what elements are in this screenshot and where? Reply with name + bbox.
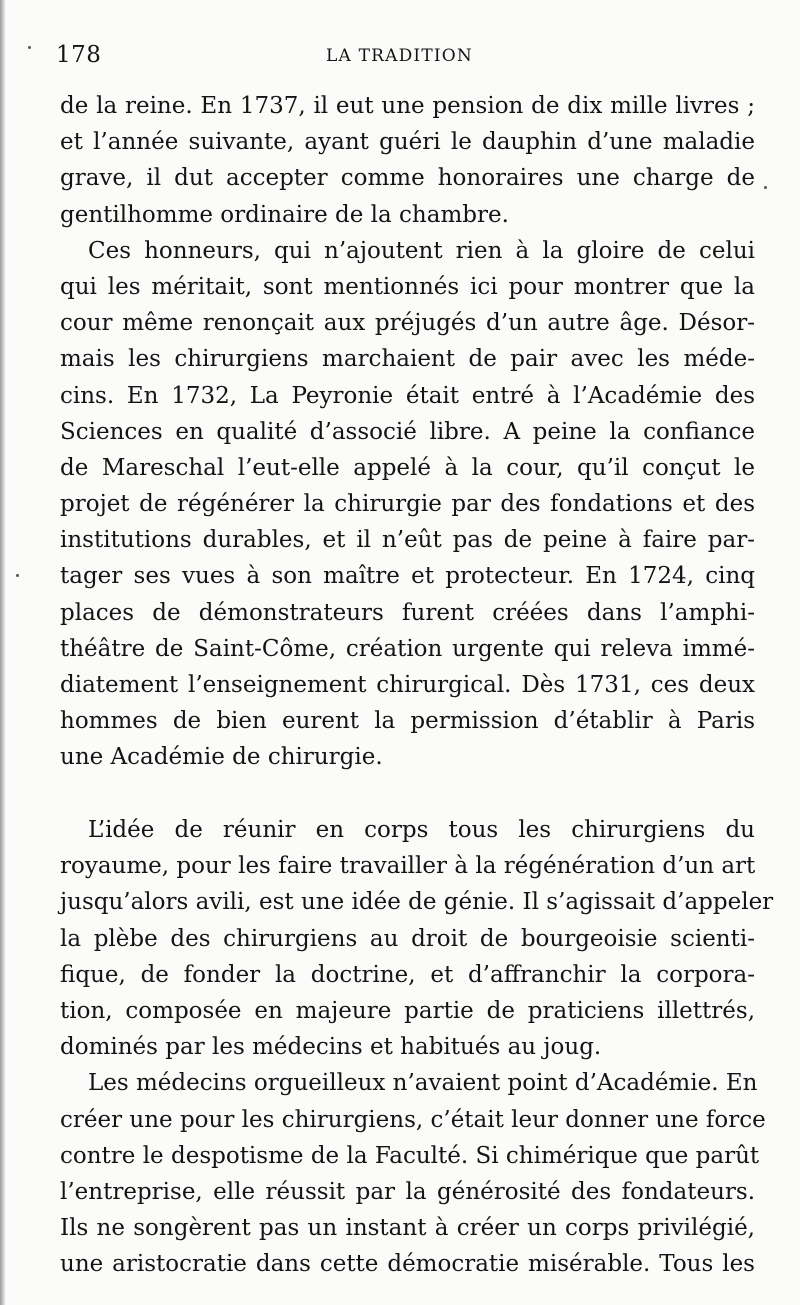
text-line: jusqu’alors avili, est une idée de génie. Il s’agissait d’appeler [60,889,774,916]
text-line: Ces honneurs, qui n’ajoutent rien à la gloire de celui [88,237,755,264]
text-line: mais les chirurgiens marchaient de pair avec les méde- [60,346,755,373]
text-line: diatement l’enseignement chirurgical. Dès 1731, ces deux [60,672,755,698]
text-line: cins. En 1732, La Peyronie était entré à l’Académie des [60,382,755,409]
running-title: LA TRADITION [326,46,473,66]
text-line: fique, de fonder la doctrine, et d’affranchir la corpora- [60,961,755,988]
paragraph-block-1 [60,88,755,776]
page-header [0,42,800,72]
text-line: l’entreprise, elle réussit par la générosité des fondateurs. [60,1178,755,1205]
text-line: la plèbe des chirurgiens au droit de bourgeoisie scienti- [60,925,755,952]
text-line: tager ses vues à son maître et protecteur. En 1724, cinq [60,563,755,590]
paragraph-block-2 [60,812,774,1282]
text-line: grave, il dut accepter comme honoraires une charge de [60,165,755,192]
text-line: créer une pour les chirurgiens, c’était leur donner une force [60,1106,766,1133]
page-number: 178 [56,42,102,68]
text-line: projet de régénérer la chirurgie par des fondations et des [60,491,755,518]
print-speck [764,186,767,189]
text-line: institutions durables, et il n’eût pas de peine à faire par- [60,527,755,554]
text-line: qui les méritait, sont mentionnés ici pour montrer que la [60,273,755,300]
text-line: L’idée de réunir en corps tous les chirurgiens du [88,817,755,843]
text-line: de Mareschal l’eut-elle appelé à la cour, qu’il conçut le [60,454,755,481]
text-line: tion, composée en majeure partie de praticiens illettrés, [60,997,755,1024]
print-speck [28,46,31,49]
text-line: théâtre de Saint-Côme, création urgente qui releva immé- [60,635,755,662]
text-line: Sciences en qualité d’associé libre. A peine la confiance [60,418,755,445]
text-line: une Académie de chirurgie. [60,744,383,771]
text-line: gentilhomme ordinaire de la chambre. [60,201,509,228]
text-line: hommes de bien eurent la permission d’établir à Paris [60,708,755,735]
text-line: de la reine. En 1737, il eut une pension de dix mille livres ; [60,93,755,119]
text-line: royaume, pour les faire travailler à la régénération d’un art [60,853,756,880]
text-line: places de démonstrateurs furent créées dans l’amphi- [60,599,755,626]
text-line: cour même renonçait aux préjugés d’un autre âge. Désor- [60,310,755,337]
text-line: contre le despotisme de la Faculté. Si chimérique que parût [60,1142,760,1169]
text-line: une aristocratie dans cette démocratie misérable. Tous les [60,1251,755,1278]
text-line: Ils ne songèrent pas un instant à créer un corps privilégié, [60,1215,755,1242]
text-line: et l’année suivante, ayant guéri le dauphin d’une maladie [60,129,755,156]
text-line: Les médecins orgueilleux n’avaient point d’Académie. En [88,1070,758,1097]
print-speck [16,574,19,577]
page-binding-shadow [0,0,6,1305]
text-line: dominés par les médecins et habitués au joug. [60,1034,602,1061]
